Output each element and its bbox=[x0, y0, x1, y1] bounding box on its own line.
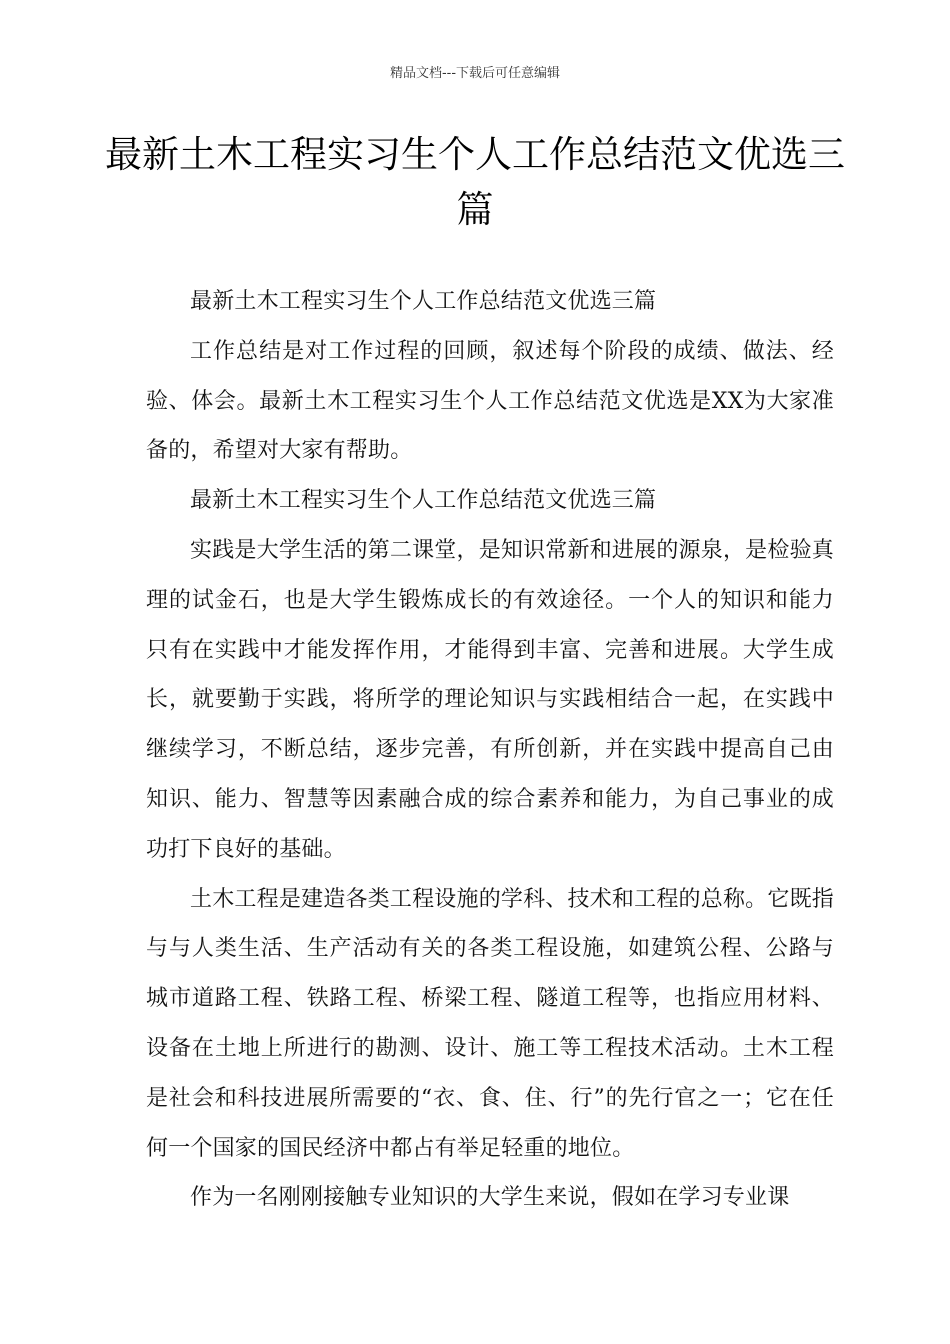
paragraph-student: 作为一名刚刚接触专业知识的大学生来说，假如在学习专业课 bbox=[190, 1185, 790, 1211]
paragraph-subtitle: 最新土木工程实习生个人工作总结范文优选三篇 bbox=[190, 289, 657, 314]
page-header: 精品文档---下载后可任意编辑 bbox=[389, 66, 561, 81]
document-body bbox=[146, 277, 834, 1223]
paragraph-subtitle-repeat: 最新土木工程实习生个人工作总结范文优选三篇 bbox=[190, 488, 657, 514]
paragraph-civil-engineering: 土木工程是建造各类工程设施的学科、技术和工程的总称。它既指与与人类生活、生产活动有关的各类工程设施，如建筑公程、公路与城市道路工程、铁路工程、桥梁工程、隧道工程等，也指应用材料、设备在土地上所进行的勘测、设计、施工等工程技术活动。土木工程是社会和科技进展所需要的“衣、食、住、行”的先行官之一；它在任何一个国家的国民经济中都占有举足轻重的地位。 bbox=[146, 886, 834, 1161]
paragraph-practice: 实践是大学生活的第二课堂，是知识常新和进展的源泉，是检验真理的试金石，也是大学生锻炼成长的有效途径。一个人的知识和能力只有在实践中才能发挥作用，才能得到丰富、完善和进展。大学生成长，就要勤于实践，将所学的理论知识与实践相结合一起，在实践中继续学习，不断总结，逐步完善，有所创新，并在实践中提高自己由知识、能力、智慧等因素融合成的综合素养和能力，为自己事业的成功打下良好的基础。 bbox=[146, 537, 834, 862]
paragraph-intro: 工作总结是对工作过程的回顾，叙述每个阶段的成绩、做法、经验、体会。最新土木工程实习生个人工作总结范文优选是XX为大家准备的，希望对大家有帮助。 bbox=[146, 338, 834, 464]
document-title: 最新土木工程实习生个人工作总结范文优选三篇 bbox=[105, 133, 845, 231]
